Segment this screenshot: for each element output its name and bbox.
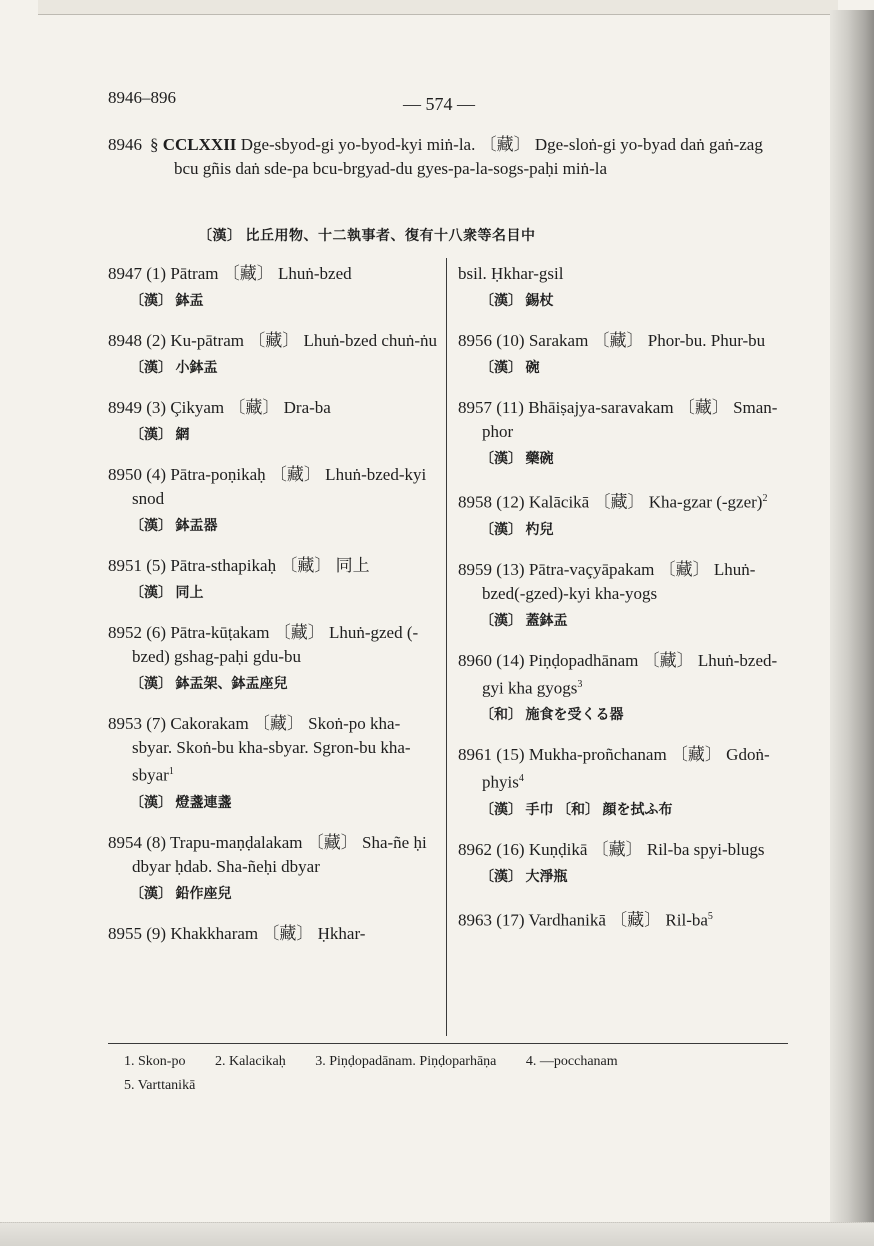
section-sign: § — [150, 135, 163, 154]
intro-entry-number: 8946 — [108, 135, 142, 154]
entry-8948: 8948 (2) Ku-pātram 〔藏〕 Lhuṅ-bzed chuṅ-ṅu — [108, 331, 438, 350]
entry-8957: 8957 (11) Bhāiṣajya-saravakam 〔藏〕 Sman-phor — [458, 398, 778, 441]
page-bottom-edge — [0, 1222, 874, 1246]
section-description: Dge-sbyod-gi yo-byod-kyi miṅ-la. 〔藏〕 Dge-sloṅ-gi yo-byad daṅ gaṅ-zag bcu gñis daṅ sde-pa bcu-brgyad-du gyes-pa-la-sogs-paḥi miṅ-la — [174, 135, 763, 178]
gloss-8961: 〔漢〕 手巾 〔和〕 顔を拭ふ布 — [480, 802, 673, 818]
entry-8955: 8955 (9) Khakkharam 〔藏〕 Ḥkhar- — [108, 923, 366, 943]
page-right-edge — [830, 10, 874, 1230]
section-title: CCLXXII — [162, 135, 237, 154]
footnotes — [124, 1050, 784, 1098]
entry-8952: 8952 (6) Pātra-kūṭakam 〔藏〕 Lhuṅ-gzed (-bzed) gshag-paḥi gdu-bu — [108, 623, 419, 666]
footnote-2: 2. Kalacikaḥ — [214, 1054, 286, 1069]
gloss-8948: 〔漢〕 小鉢盂 — [130, 361, 218, 376]
gloss-8957: 〔漢〕 藥碗 — [480, 452, 554, 467]
gloss-8958: 〔漢〕 杓兒 — [480, 522, 554, 538]
entry-range: 8946–896 — [108, 88, 176, 107]
footnote-mark-3: 3 — [577, 678, 583, 690]
entry-8951: 8951 (5) Pātra-sthapikaḥ 〔藏〕 同上 — [108, 556, 370, 575]
entry-8955-cont: bsil. Ḥkhar-gsil — [458, 264, 564, 283]
intro-chinese-gloss: 〔漢〕 比丘用物、十二執事者、復有十八衆等名目中 — [198, 229, 536, 244]
entry-8947: 8947 (1) Pātram 〔藏〕 Lhuṅ-bzed — [108, 264, 352, 283]
footnote-line-1 — [124, 1050, 784, 1074]
entry-8962: 8962 (16) Kuṇḍikā 〔藏〕 Ril-ba spyi-blugs — [458, 839, 765, 859]
footnote-3: 3. Piṇḍopadānam. Piṇḍoparhāṇa — [315, 1054, 497, 1069]
gloss-8954: 〔漢〕 鉛作座兒 — [130, 886, 232, 902]
entry-8961-text: 8961 (15) Mukha-proñchanam 〔藏〕 Gdoṅ-phyis — [458, 745, 770, 792]
gloss-8959: 〔漢〕 蓋鉢盂 — [480, 613, 568, 629]
left-column — [108, 262, 438, 946]
gloss-8953: 〔漢〕 燈盞連盞 — [130, 795, 232, 811]
gloss-8947: 〔漢〕 鉢盂 — [130, 294, 204, 309]
footnote-4: 4. —pocchanam — [525, 1054, 618, 1069]
gloss-8949: 〔漢〕 網 — [130, 428, 190, 443]
entry-8961 — [458, 743, 788, 795]
footnote-mark-5: 5 — [707, 910, 713, 922]
footnote-mark-4: 4 — [518, 773, 524, 785]
right-column — [458, 262, 788, 933]
gloss-8950: 〔漢〕 鉢盂器 — [130, 519, 218, 534]
page-number: — 574 — — [403, 94, 475, 114]
entry-8963-text: 8963 (17) Vardhanikā 〔藏〕 Ril-ba — [458, 910, 708, 930]
gloss-8960: 〔和〕 施食を受くる器 — [480, 708, 624, 724]
footnote-mark-1: 1 — [168, 766, 174, 777]
gloss-8951: 〔漢〕 同上 — [130, 586, 204, 601]
gloss-8955: 〔漢〕 錫杖 — [480, 294, 554, 309]
footnote-mark-2: 2 — [762, 493, 768, 504]
gloss-8956: 〔漢〕 碗 — [480, 361, 540, 376]
footnote-rule — [108, 1043, 788, 1044]
entry-8963 — [458, 905, 788, 933]
footnote-1: 1. Skon-po — [124, 1054, 186, 1069]
entry-8949: 8949 (3) Çikyam 〔藏〕 Dra-ba — [108, 398, 331, 417]
entry-8956: 8956 (10) Sarakam 〔藏〕 Phor-bu. Phur-bu — [458, 331, 766, 350]
gloss-8962: 〔漢〕 大淨瓶 — [480, 869, 568, 885]
entry-8958-text: 8958 (12) Kalācikā 〔藏〕 Kha-gzar (-gzer) — [458, 492, 763, 512]
entry-8953 — [108, 712, 438, 788]
entry-8958 — [458, 487, 788, 515]
section-intro — [108, 133, 788, 244]
entry-8960 — [458, 649, 788, 701]
column-divider — [446, 258, 447, 1036]
entry-8959: 8959 (13) Pātra-vaçyāpakam 〔藏〕 Lhuṅ-bzed(-gzed)-kyi kha-yogs — [458, 559, 756, 603]
entry-8960-text: 8960 (14) Piṇḍopadhānam 〔藏〕 Lhuṅ-bzed-gyi kha gyogs — [458, 650, 778, 698]
intro-text — [150, 133, 788, 181]
page-top-edge — [38, 0, 838, 15]
page-header — [108, 88, 788, 118]
entry-8950: 8950 (4) Pātra-poṇikaḥ 〔藏〕 Lhuṅ-bzed-kyi snod — [108, 465, 427, 508]
footnote-5: 5. Varttanikā — [124, 1078, 196, 1093]
gloss-8952: 〔漢〕 鉢盂架、鉢盂座兒 — [130, 677, 288, 692]
footnote-line-2 — [124, 1074, 784, 1098]
entry-8954: 8954 (8) Trapu-maṇḍalakam 〔藏〕 Sha-ñe ḥi dbyar ḥdab. Sha-ñeḥi dbyar — [108, 832, 427, 876]
entry-8953-text: 8953 (7) Cakorakam 〔藏〕 Skoṅ-po kha-sbyar. Skoṅ-bu kha-sbyar. Sgron-bu kha-sbyar — [108, 714, 411, 785]
